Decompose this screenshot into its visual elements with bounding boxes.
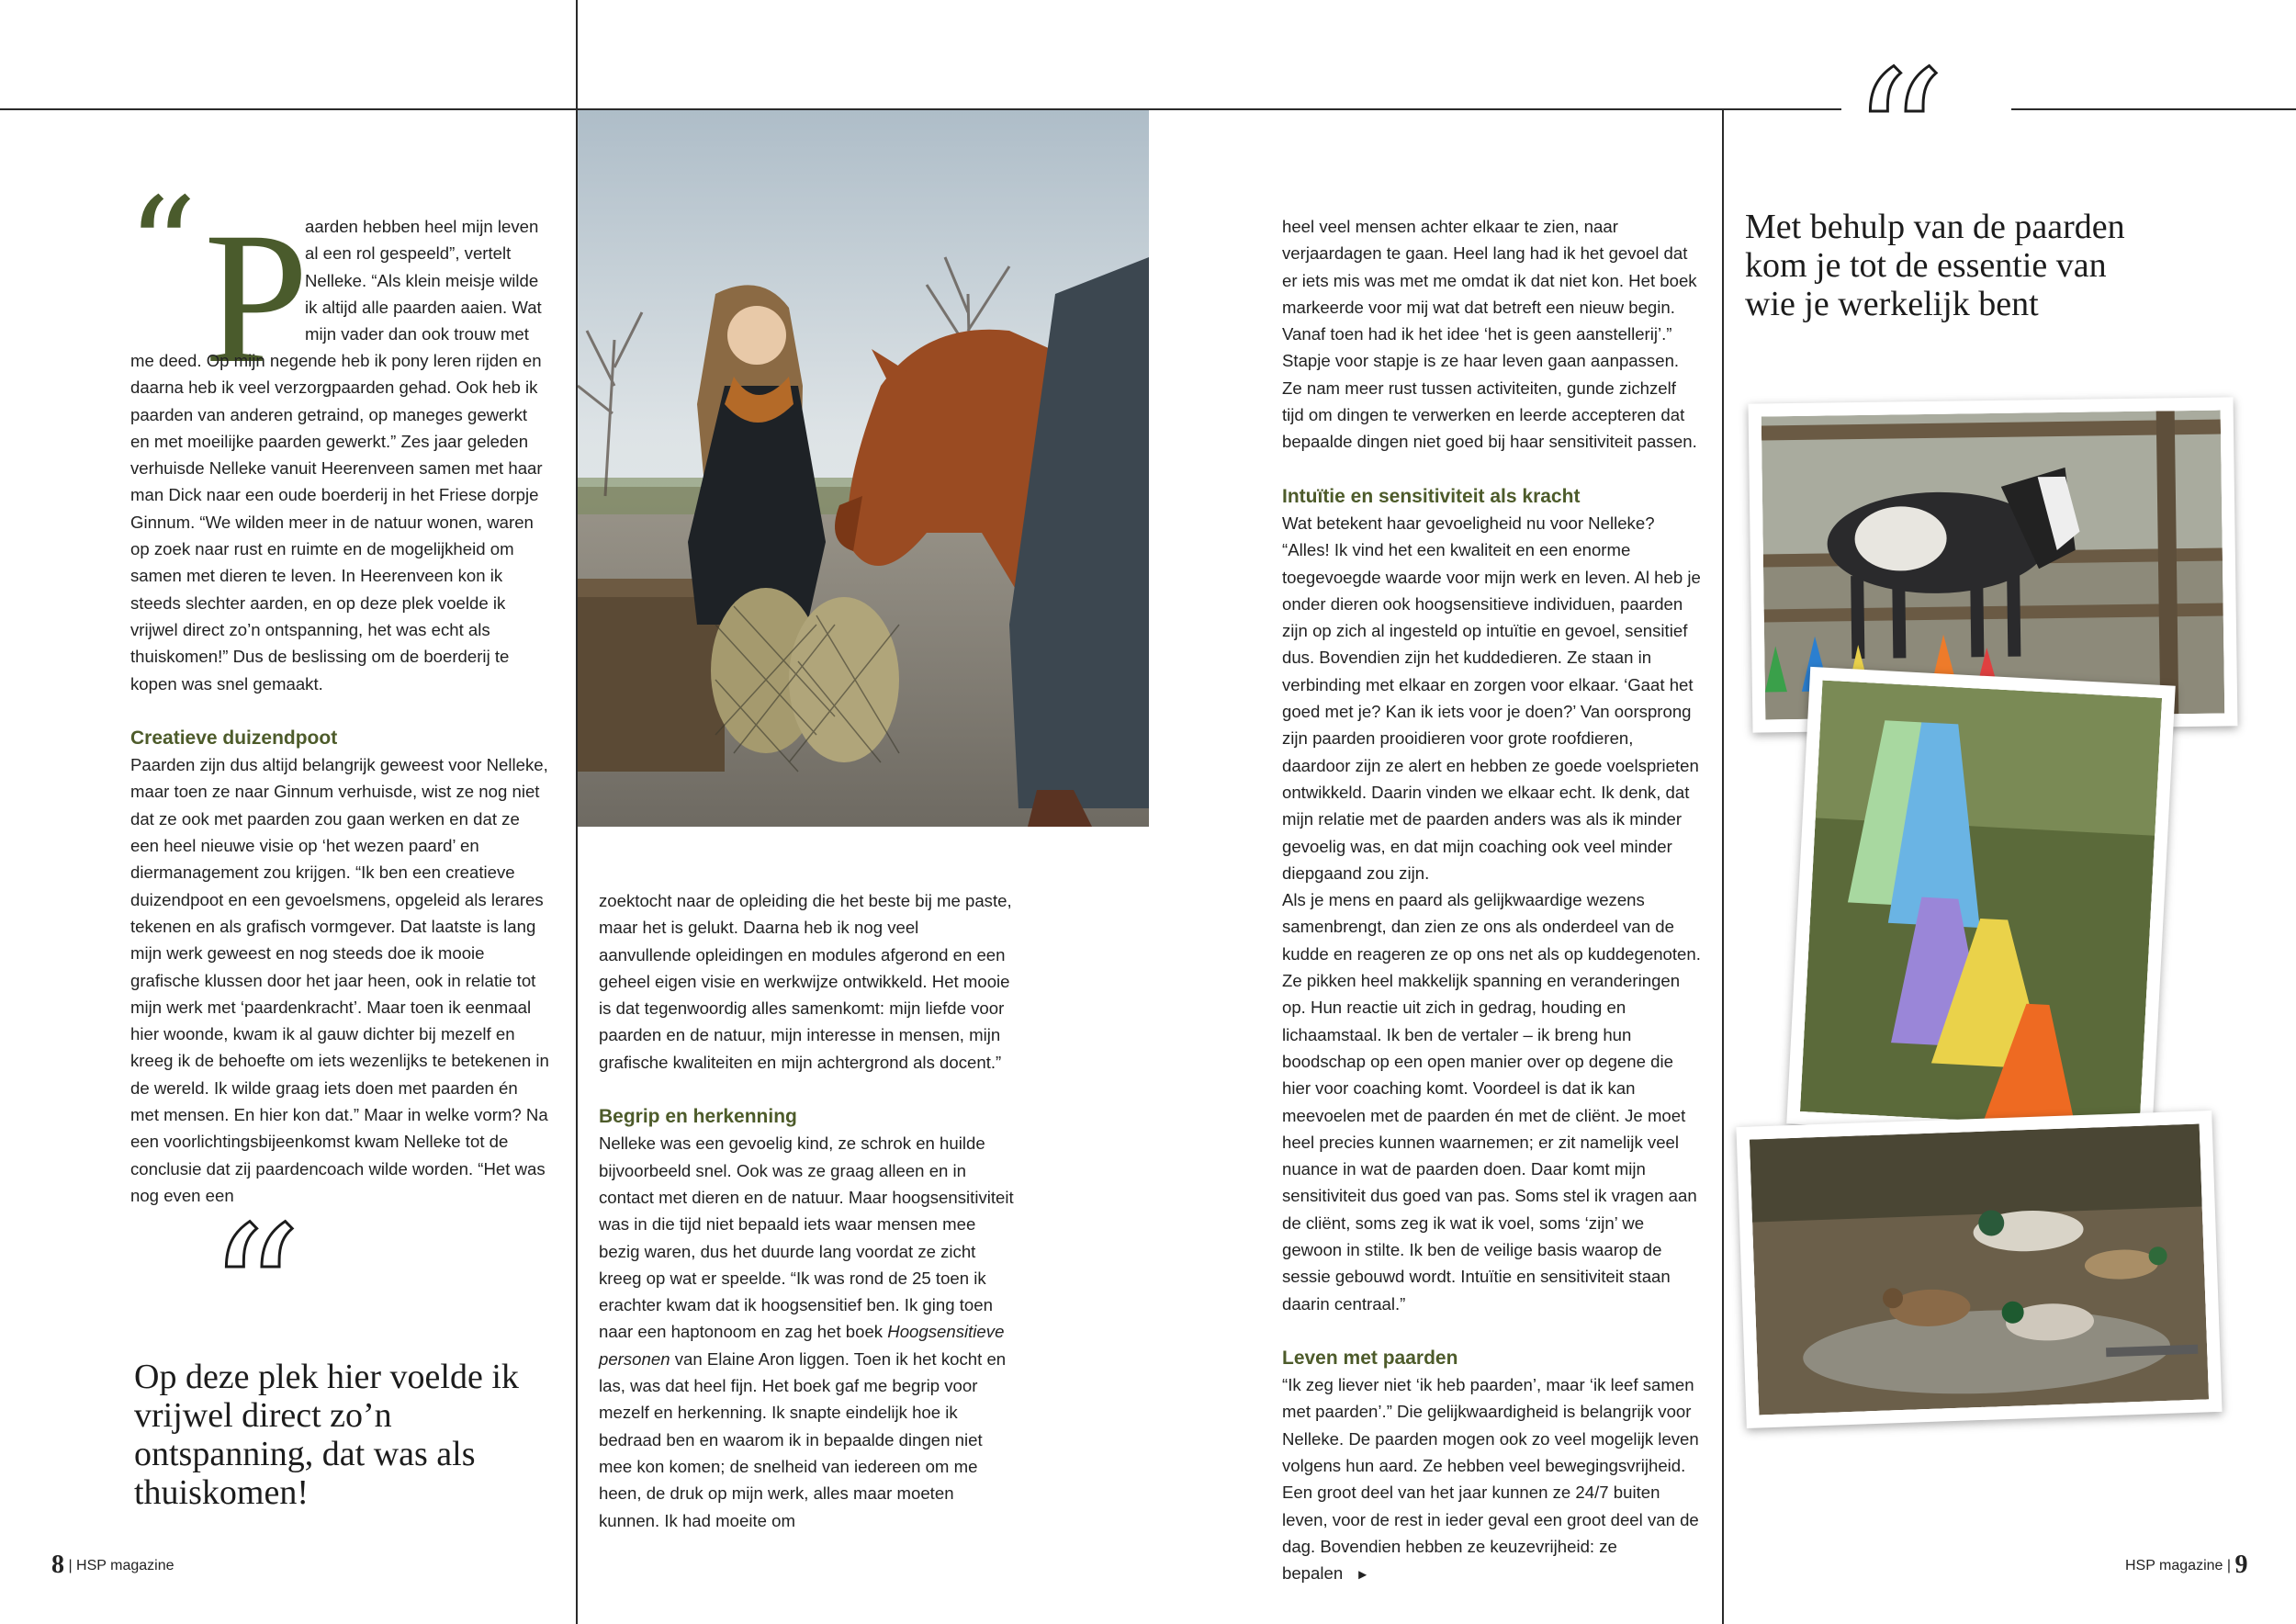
page-number: 9 xyxy=(2234,1551,2248,1579)
ducks-illustration xyxy=(1750,1124,2209,1415)
top-rule-right xyxy=(2011,108,2296,110)
paragraph xyxy=(1282,1371,1701,1588)
paragraph: Als je mens en paard als gelijkwaardige wezens samenbrengt, dan zien ze ons als onderdeel van de kudde en reageren ze op ons net als op kuddegenoten. Ze pikken heel makkelijk spanning en veranderingen op. Hun reactie uit zich in gedrag, houding en lichaamstaal. Ik ben de vertaler – ik breng hun boodschap op een open manier over op degene die hier voor coaching komt. Voordeel is dat ik kan meevoelen met de paarden én met de cliënt. Je moet heel precies kunnen waarnemen; er zit namelijk veel nuance in wat de paarden doen. Daar komt mijn sensitiviteit dus goed van pas. Soms stel ik vragen aan de cliënt, soms zeg ik wat ik voel, soms ‘zijn’ we gewoon in stilte. Ik ben de veilige basis waarop de sessie gebouwd wordt. Intuïtie en sensitiviteit staan daarin centraal.” xyxy=(1282,890,1701,1314)
intro-line: mijn vader dan ook trouw met xyxy=(305,324,529,344)
cones-illustration xyxy=(1800,681,2162,1130)
cones-photo xyxy=(1786,667,2176,1143)
paragraph: Paarden zijn dus altijd belangrijk geweest voor Nelleke, maar toen ze naar Ginnum verhuisde, wist ze nog niet dat ze ook met paarden zou gaan werken en dat ze een heel nieuwe visie op ‘het wezen paard’ en diermanagement zou krijgen. “Ik ben een creatieve duizendpoot en een gevoelsmens, opgeleid als lerares tekenen en als grafisch vormgever. Dat laatste is lang mijn werk geweest en nog steeds doe ik mooie grafische klussen door het jaar heen, ook in relatie tot mijn werk met ‘paardenkracht’. Maar toen ik eenmaal hier woonde, kwam ik al gauw dichter bij mezelf en kreeg ik de behoefte om iets wezenlijks te betekenen in de wereld. Ik wilde graag iets doen met paarden én met mensen. En hier kon dat.” Maar in welke vorm? Na een voorlichtingsbijeenkomst kwam Nelleke tot de conclusie dat zij paardencoach wilde worden. “Het was nog even een xyxy=(130,755,549,1205)
column-divider-right xyxy=(1722,108,1724,1624)
intro-line: aarden hebben heel mijn leven xyxy=(305,217,539,236)
page-number: 8 xyxy=(51,1551,64,1579)
intro-lines xyxy=(305,213,544,347)
pull-quote-right: Met behulp van de paarden kom je tot de essentie van wie je werkelijk bent xyxy=(1745,208,2125,323)
dropcap-quote: “ xyxy=(127,169,197,329)
intro-paragraph: me deed. Op mijn negende heb ik pony leren rijden en daarna heb ik veel verzorgpaarden gehad. Ook heb ik paarden van anderen getraind, op maneges gewerkt en met moeilijke paarden gewerkt.” Zes jaar geleden verhuisde Nelleke vanuit Heerenveen samen met haar man Dick naar een oude boerderij in het Friese dorpje Ginnum. “We wilden meer in de natuur wonen, waren op zoek naar rust en ruimte en de mogelijkheid om samen met dieren te leven. In Heerenveen kon ik steeds slechter aarden, en op deze plek voelde ik vrijwel direct zo’n ontspanning, het was echt als thuiskomen!” Dus de beslissing om de boerderij te kopen was snel gemaakt. xyxy=(130,351,543,694)
paragraph: Wat betekent haar gevoeligheid nu voor Nelleke? “Alles! Ik vind het een kwaliteit en een enorme toegevoegde waarde voor mijn werk en leven. Al heb je onder dieren ook hoogsensitieve individuen, paarden zijn op zich al ingesteld op intuïtie en gevoel, sensitief dus. Bovendien zijn het kuddedieren. Ze staan in verbinding met elkaar en zorgen voor elkaar. ‘Gaat het goed met je? Kan ik iets voor je doen?’ Van oorsprong zijn paarden prooidieren voor grote roofdieren, daardoor zijn ze alert en hebben ze goede voelsprieten ontwikkeld. Daarin vinden we elkaar echt. Ik denk, dat mijn relatie met de paarden anders was als ik minder gevoelig was, en dat mijn coaching ook veel minder diepgaand zou zijn. xyxy=(1282,513,1701,883)
paragraph-text: van Elaine Aron liggen. Toen ik het kocht en las, was dat heel fijn. Het boek gaf me begrip voor mezelf en herkenning. Ik snapte eindelijk hoe ik bedraad ben en waarom ik in bepaalde dingen niet mee kon komen; de snelheid van iedereen om me heen, de druk op mijn werk, alles maar moeten kunnen. Ik had moeite om xyxy=(599,1348,1007,1530)
paragraph-text: “Ik zeg liever niet ‘ik heb paarden’, maar ‘ik leef samen met paarden’.” Die gelijkwaardigheid is belangrijk voor Nelleke. De paarden mogen ook zo veel mogelijk leven volgens hun aard. Ze hebben veel bewegingsvrijheid. Een groot deel van het jaar kunnen ze 24/7 buiten leven, voor de rest in ieder geval een groot deel van de dag. Bovendien hebben ze keuzevrijheid: ze bepalen xyxy=(1282,1375,1699,1584)
section-heading-begrip-en-herkenning: Begrip en herkenning xyxy=(599,1106,797,1128)
section-heading-intuitie: Intuïtie en sensitiviteit als kracht xyxy=(1282,485,1581,507)
paragraph-text: Nelleke was een gevoelig kind, ze schrok en huilde bijvoorbeeld snel. Ook was ze graag alleen en in contact met dieren en de natuur. Maar hoogsensitiviteit was in die tijd niet bepaald iets waar mensen mee bezig waren, dus het duurde lang voordat ze zicht kreeg op wat er speelde. “Ik was rond de 25 toen ik erachter kwam dat ik hoogsensitief ben. Ik ging toen naar een haptonoom en zag het boek xyxy=(599,1133,1014,1342)
ducks-photo xyxy=(1736,1111,2222,1428)
section-heading-leven-met-paarden: Leven met paarden xyxy=(1282,1347,1458,1369)
article-column-3 xyxy=(1282,213,1701,1589)
magazine-label: HSP magazine | xyxy=(2125,1558,2232,1573)
book-title: Hoogsensitieve personen xyxy=(599,1322,1005,1369)
dropcap-letter: P xyxy=(204,194,310,402)
intro-line: Nelleke. “Als klein meisje wilde xyxy=(305,270,539,290)
quote-mark-icon: “ xyxy=(1851,32,1946,246)
continue-arrow-icon: ► xyxy=(1356,1567,1370,1584)
paragraph: zoektocht naar de opleiding die het beste bij me paste, maar het is gelukt. Daarna heb ik nog veel aanvullende opleidingen en modules afgerond en een geheel eigen visie en werkwijze ontwikkeld. Het mooie is dat tegenwoordig alles samenkomt: mijn liefde voor paarden en de natuur, mijn interesse in mensen, mijn grafische kwaliteiten en mijn achtergrond als docent.” xyxy=(599,891,1012,1072)
section-heading-creatieve-duizendpoot: Creatieve duizendpoot xyxy=(130,727,338,749)
horse-photo xyxy=(578,110,1149,827)
intro-line: ik altijd alle paarden aaien. Wat xyxy=(305,297,542,317)
footer-right xyxy=(2125,1551,2247,1580)
magazine-label: | HSP magazine xyxy=(68,1558,174,1573)
footer-left xyxy=(51,1551,174,1580)
paragraph: heel veel mensen achter elkaar te zien, naar verjaardagen te gaan. Heel lang had ik het gevoel dat er iets mis was met me omdat ik dat niet kon. Het boek markeerde voor mij wat dat betreft een nieuw begin. Vanaf toen had ik het idee ‘het is geen aanstellerij’.” Stapje voor stapje is ze haar leven gaan aanpassen. Ze nam meer rust tussen activiteiten, gunde zichzelf tijd om dingen te verwerken en leerde accepteren dat bepaalde dingen niet goed bij haar sensitiviteit passen. xyxy=(1282,217,1697,452)
article-column-1 xyxy=(130,347,549,1209)
intro-line: al een rol gespeeld”, vertelt xyxy=(305,243,512,264)
horse-photo-illustration xyxy=(578,110,1149,827)
article-column-2 xyxy=(599,887,1014,1534)
pull-quote-left: Op deze plek hier voelde ik vrijwel direct zo’n ontspanning, dat was als thuiskomen! xyxy=(134,1358,519,1512)
paragraph xyxy=(599,1130,1014,1533)
quote-mark-icon: “ xyxy=(208,1188,302,1402)
